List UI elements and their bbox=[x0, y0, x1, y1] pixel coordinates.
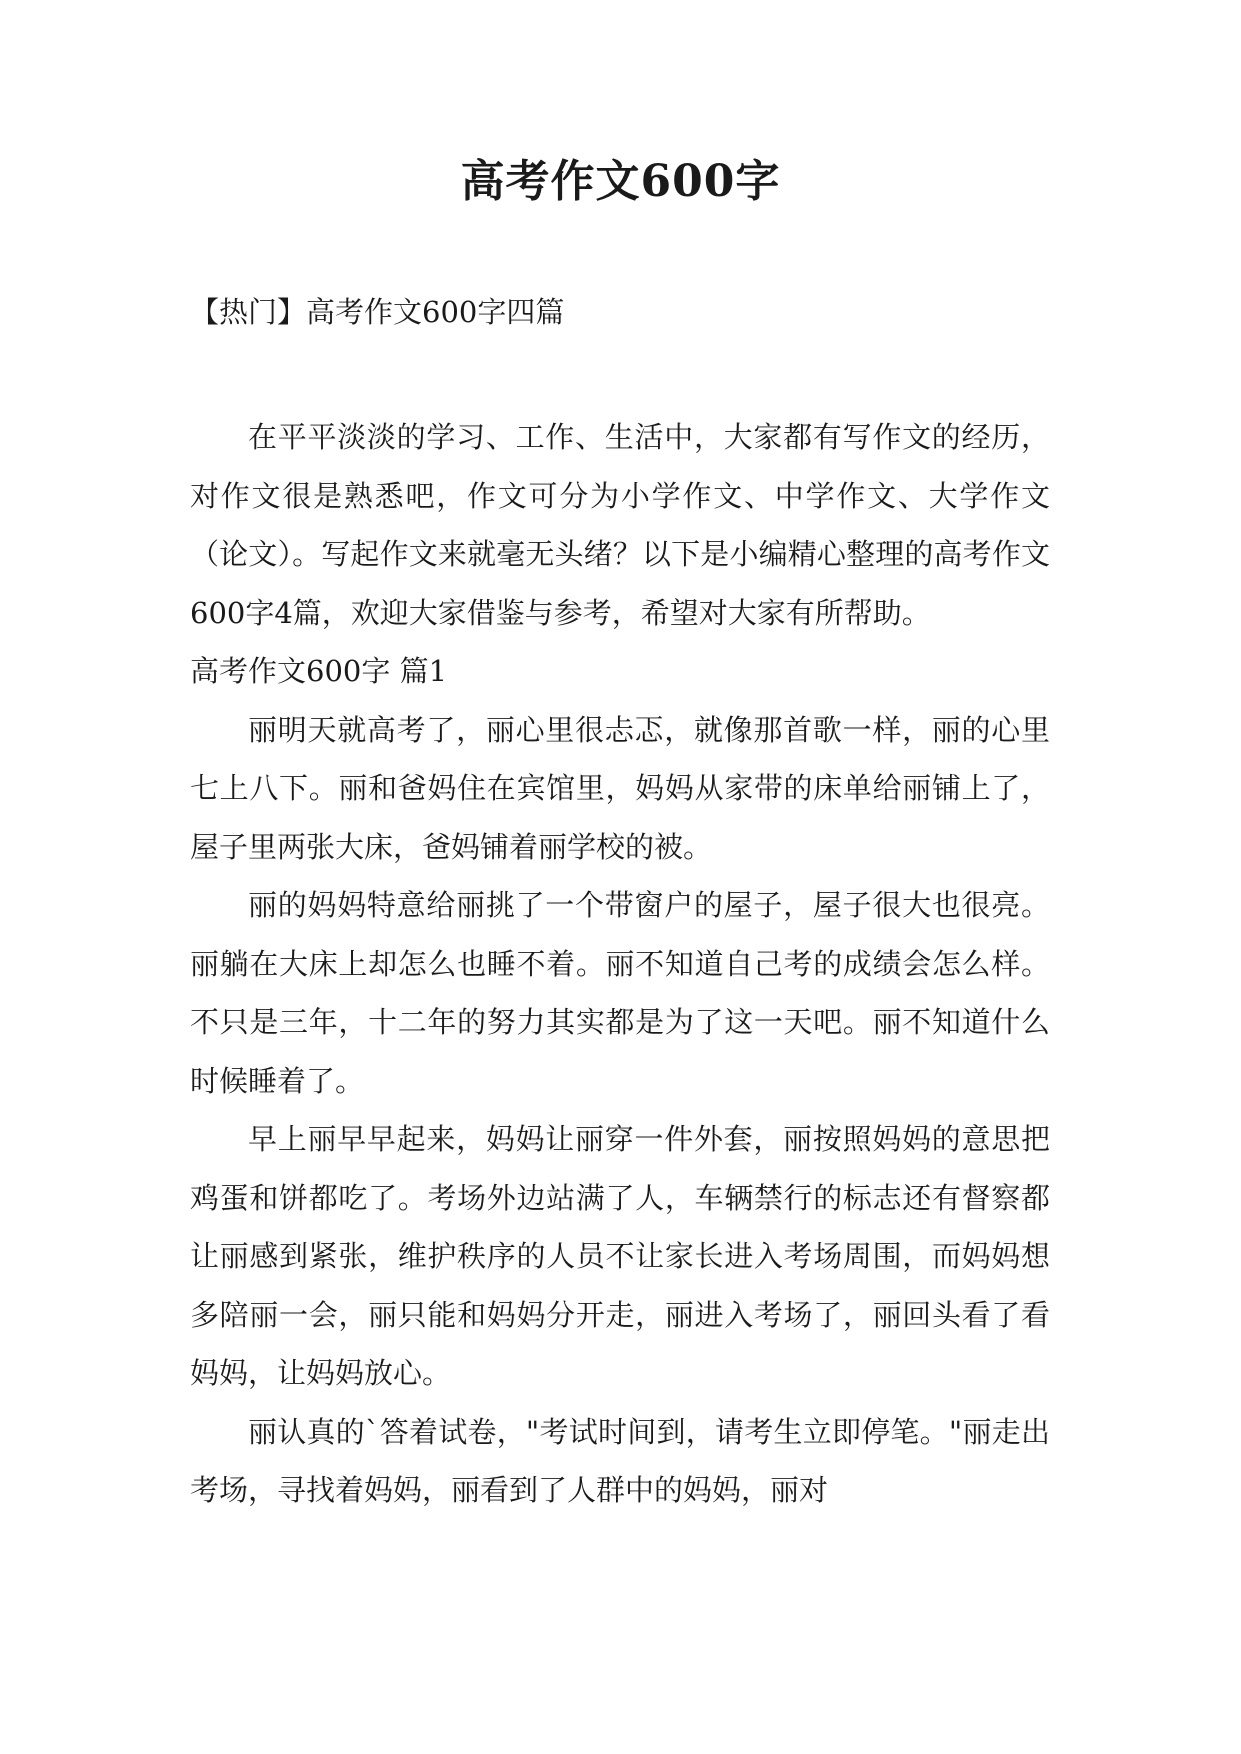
section-heading: 高考作文600字 篇1 bbox=[190, 654, 448, 688]
document-body bbox=[190, 408, 1050, 1520]
body-paragraph: 丽认真的`答着试卷，"考试时间到，请考生立即停笔。"丽走出考场，寻找着妈妈，丽看到了人群中的妈妈，丽对 bbox=[190, 1414, 1050, 1507]
document-subtitle: 【热门】高考作文600字四篇 bbox=[190, 295, 565, 329]
body-paragraph: 丽的妈妈特意给丽挑了一个带窗户的屋子，屋子很大也很亮。丽躺在大床上却怎么也睡不着。丽不知道自己考的成绩会怎么样。不只是三年，十二年的努力其实都是为了这一天吧。丽不知道什么时候睡着了。 bbox=[190, 888, 1050, 1098]
body-paragraph: 丽明天就高考了，丽心里很忐忑，就像那首歌一样，丽的心里七上八下。丽和爸妈住在宾馆里，妈妈从家带的床单给丽铺上了，屋子里两张大床，爸妈铺着丽学校的被。 bbox=[190, 712, 1050, 864]
intro-paragraph: 在平平淡淡的学习、工作、生活中，大家都有写作文的经历，对作文很是熟悉吧，作文可分为小学作文、中学作文、大学作文（论文）。写起作文来就毫无头绪？以下是小编精心整理的高考作文600字4篇，欢迎大家借鉴与参考，希望对大家有所帮助。 bbox=[190, 420, 1050, 630]
body-paragraph: 早上丽早早起来，妈妈让丽穿一件外套，丽按照妈妈的意思把鸡蛋和饼都吃了。考场外边站满了人，车辆禁行的标志还有督察都让丽感到紧张，维护秩序的人员不让家长进入考场周围，而妈妈想多陪丽一会，丽只能和妈妈分开走，丽进入考场了，丽回头看了看妈妈，让妈妈放心。 bbox=[190, 1122, 1050, 1390]
document-title: 高考作文600字 bbox=[460, 156, 781, 207]
